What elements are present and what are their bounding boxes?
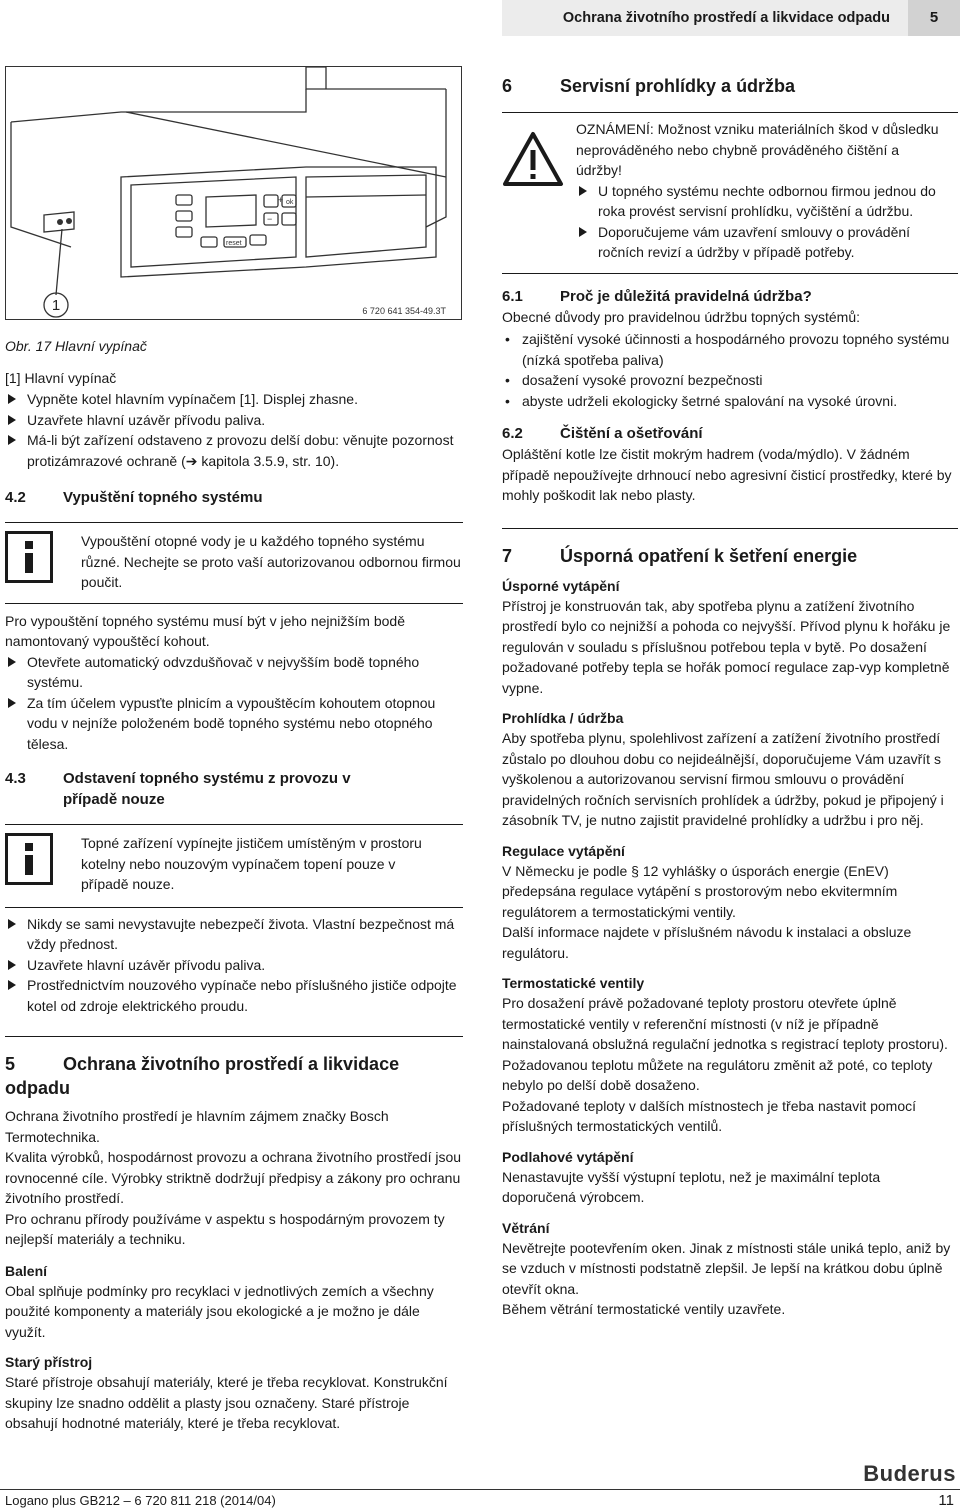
step-item: Vypněte kotel hlavním vypínačem [1]. Displej zhasne. bbox=[5, 389, 463, 410]
section-6-1-heading: 6.1 Proč je důležitá pravidelná údržba? bbox=[502, 287, 812, 305]
section-5-rule bbox=[5, 1036, 463, 1037]
info-icon bbox=[5, 531, 53, 583]
packaging-text: Obal splňuje podmínky pro recyklaci v jednotlivých zemích a všechny použité komponenty a materiály jsou ekologické a je možno je dále využít. bbox=[5, 1282, 434, 1340]
reasons-list bbox=[502, 329, 958, 411]
notice-rule-top bbox=[502, 112, 958, 113]
section-5-body bbox=[5, 1106, 463, 1250]
energy-block-heading: Větrání bbox=[502, 1219, 550, 1236]
figure-legend: [1] Hlavní vypínač bbox=[5, 369, 117, 386]
paragraph: V Německu je podle § 12 vyhlášky o úsporách energie (EnEV) předepsána regulace vytápění s prostorovým nebo ekvitermním regulátorem a termostatickými ventily. bbox=[502, 862, 898, 920]
energy-block-heading: Regulace vytápění bbox=[502, 842, 625, 859]
footer-rule bbox=[0, 1489, 960, 1490]
svg-text:ok: ok bbox=[286, 199, 294, 206]
step-item: Uzavřete hlavní uzávěr přívodu paliva. bbox=[5, 955, 463, 976]
step-item: Nikdy se sami nevystavujte nebezpečí života. Vlastní bezpečnost má vždy přednost. bbox=[5, 914, 463, 955]
boiler-illustration bbox=[6, 67, 461, 319]
svg-text:−: − bbox=[267, 214, 273, 224]
step-item: Prostřednictvím nouzového vypínače nebo příslušného jističe odpojte kotel od zdroje elektrického proudu. bbox=[5, 975, 463, 1016]
header-chapter-number: 5 bbox=[908, 0, 960, 36]
svg-text:+: + bbox=[278, 195, 284, 205]
buderus-logo: Buderus bbox=[863, 1461, 956, 1486]
steps-draining bbox=[5, 652, 463, 755]
paragraph: Pro dosažení právě požadované teploty prostoru otevřete úplně termostatické ventily v referenční místnosti (v níž je případně nainstalovaná obslužná regulační jednotka s registrací teploty prostoru). Požadovanou teplotu můžete na regulátoru změnit až poté, co teploty nebylo po delší době dosaženo. bbox=[502, 995, 948, 1093]
right-column bbox=[502, 74, 958, 1320]
energy-block-heading: Prohlídka / údržba bbox=[502, 710, 624, 726]
figure-code: 6 720 641 354-49.3T bbox=[362, 306, 446, 316]
section-6-2-heading: 6.2 Čištění a ošetřování bbox=[502, 425, 703, 442]
step-item: Doporučujeme vám uzavření smlouvy o provádění ročních revizí a údržby v případě potřeby. bbox=[576, 222, 946, 263]
info-rule-top bbox=[5, 824, 463, 825]
paragraph: Další informace najdete v příslušném návodu k instalaci a obsluze regulátoru. bbox=[502, 924, 912, 961]
paragraph: Požadované teploty v dalších místnostech je třeba nastavit pomocí příslušných termostatických ventilů. bbox=[502, 1097, 917, 1134]
energy-block-heading: Úsporné vytápění bbox=[502, 577, 620, 594]
left-column bbox=[5, 336, 463, 1434]
figure-callout-label: 1 bbox=[51, 297, 61, 314]
paragraph: Nenastavujte vyšší výstupní teplotu, než je maximální teplota doporučená výrobcem. bbox=[502, 1168, 881, 1205]
notice-text: OZNÁMENÍ: Možnost vzniku materiálních škod v důsledku neprováděného nebo chybně prováděného čištění a údržby! bbox=[576, 121, 939, 178]
info-note-emergency bbox=[5, 833, 463, 895]
info-rule-bottom bbox=[5, 907, 463, 908]
old-device-text: Staré přístroje obsahují materiály, které je třeba recyklovat. Konstrukční skupiny lze snadno oddělit a plasty jsou označeny. Staré přístroje obsahují hodnotné materiály, které je třeba recyklovat. bbox=[5, 1374, 448, 1431]
notice-box bbox=[502, 119, 958, 263]
paragraph: Aby spotřeba plynu, spolehlivost zařízení a zatížení životního prostředí zůstalo po dlouhou dobu co nejideálnější, doporučujeme Vám uzavřít s vyškolenou a autorizovanou servisní firmou smlouvu o provádění pravidelných ročních servisních prohlídek a údržby, pokud je připojený i zásobník TV, je nutno zajistit pravidelné prohlídky a udržbu i pro něj. bbox=[502, 730, 944, 828]
paragraph-drain-valve: Pro vypouštění topného systému musí být v jeho nejnižším bodě namontovaný vypouštěcí kohout. bbox=[5, 612, 405, 649]
section-6-2-text: Opláštění kotle lze čistit mokrým hadrem (voda/mýdlo). V žádném případě nepoužívejte drhnoucí nebo agresivní čisticí prostředky, které by mohly poškodit lak nebo plasty. bbox=[502, 446, 952, 503]
step-item: U topného systému nechte odbornou firmou jednou do roka provést servisní prohlídku, vyčištění a údržbu. bbox=[576, 181, 946, 222]
info-icon bbox=[5, 833, 53, 885]
section-6-1-intro: Obecné důvody pro pravidelnou údržbu topných systémů: bbox=[502, 308, 860, 325]
paragraph: Přístroj je konstruován tak, aby spotřeba plynu a zatížení životního prostředí bylo co nejnižší a pohoda co nejvyšší. Přívod plynu k hořáku je regulován v souladu s příslušnou potřebou tepla v bytě. Po dosažení požadované potřeby tepla se hořák pomocí regulace zap-vyp kompletně vypne. bbox=[502, 597, 951, 696]
old-device-heading: Starý přístroj bbox=[5, 1354, 93, 1370]
paragraph: Ochrana životního prostředí je hlavním zájmem značky Bosch Termotechnika. bbox=[5, 1108, 389, 1145]
section-4-3-heading: 4.3 Odstavení topného systému z provozu v případě nouze bbox=[5, 770, 351, 808]
energy-block-heading: Podlahové vytápění bbox=[502, 1148, 634, 1165]
paragraph: Pro ochranu přírody používáme v aspektu s hospodárným provozem ty nejlepší materiály a techniku. bbox=[5, 1210, 445, 1247]
steps-switch-off bbox=[5, 389, 463, 471]
list-item: • abyste udrželi ekologicky šetrné spalování na vysoké úrovni. bbox=[505, 392, 898, 409]
energy-block bbox=[502, 973, 958, 1137]
header-title: Ochrana životního prostředí a likvidace odpadu bbox=[562, 10, 890, 26]
running-header bbox=[502, 0, 960, 36]
energy-block-heading: Termostatické ventily bbox=[502, 975, 645, 991]
list-item: • zajištění vysoké účinnosti a hospodárného provozu topného systému (nízká spotřeba paliva) bbox=[505, 331, 950, 368]
info-rule-bottom bbox=[5, 603, 463, 604]
energy-block bbox=[502, 1147, 958, 1208]
section-7-rule bbox=[502, 528, 958, 529]
info-note-text: Topné zařízení vypínejte jističem umístěným v prostoru kotelny nebo nouzovým vypínačem topení pouze v případě nouze. bbox=[81, 835, 422, 892]
info-rule-top bbox=[5, 522, 463, 523]
paragraph: Během větrání termostatické ventily uzavřete. bbox=[502, 1301, 786, 1317]
info-note-text: Vypouštění otopné vody je u každého topného systému různé. Nechejte se proto vaší autorizovanou odbornou firmou poučit. bbox=[81, 533, 461, 590]
paragraph: Nevětrejte pootevřením oken. Jinak z místnosti stále uniká teplo, aniž by se vzduch v místnosti podstatně zlepšil. Je lepší na krátkou dobu úplně otevřít okna. bbox=[502, 1239, 951, 1297]
step-item: Uzavřete hlavní uzávěr přívodu paliva. bbox=[5, 410, 463, 431]
steps-emergency bbox=[5, 914, 463, 1017]
boiler-figure bbox=[5, 66, 462, 320]
footer-document-id: Logano plus GB212 – 6 720 811 218 (2014/04) bbox=[5, 1493, 276, 1508]
list-item: • dosažení vysoké provozní bezpečnosti bbox=[505, 372, 763, 388]
step-item: Má-li být zařízení odstaveno z provozu delší dobu: věnujte pozornost protizámrazové ochraně (➔ kapitola 3.5.9, str. 10). bbox=[5, 430, 463, 471]
footer-page-number: 11 bbox=[938, 1492, 954, 1509]
step-item: Za tím účelem vypusťte plnicím a vypouštěcím kohoutem otopnou vodu v nejníže položeném bodě topného systému nebo otopného tělesa. bbox=[5, 693, 463, 755]
section-7-heading: 7 Úsporná opatření k šetření energie bbox=[502, 545, 858, 566]
section-6-heading: 6 Servisní prohlídky a údržba bbox=[502, 76, 796, 96]
energy-block bbox=[502, 576, 958, 699]
figure-caption: Obr. 17 Hlavní vypínač bbox=[5, 338, 147, 354]
info-note-draining bbox=[5, 531, 463, 593]
warning-triangle-icon bbox=[502, 131, 564, 187]
section-4-2-heading: 4.2 Vypuštění topného systému bbox=[5, 489, 263, 506]
notice-content bbox=[576, 119, 946, 263]
packaging-heading: Balení bbox=[5, 1262, 48, 1279]
section-5-heading: 5 Ochrana životního prostředí a likvidace odpadu bbox=[5, 1054, 400, 1098]
energy-block bbox=[502, 708, 958, 831]
svg-text:reset: reset bbox=[226, 240, 242, 247]
energy-block bbox=[502, 841, 958, 964]
notice-rule-bottom bbox=[502, 273, 958, 274]
paragraph: Kvalita výrobků, hospodárnost provozu a ochrana životního prostředí jsou rovnocenné cíle. Výrobky striktně dodržují předpisy a zákony pro ochranu životního prostředí. bbox=[5, 1149, 462, 1206]
energy-block bbox=[502, 1218, 958, 1320]
step-item: Otevřete automatický odvzdušňovač v nejvyšším bodě topného systému. bbox=[5, 652, 463, 693]
